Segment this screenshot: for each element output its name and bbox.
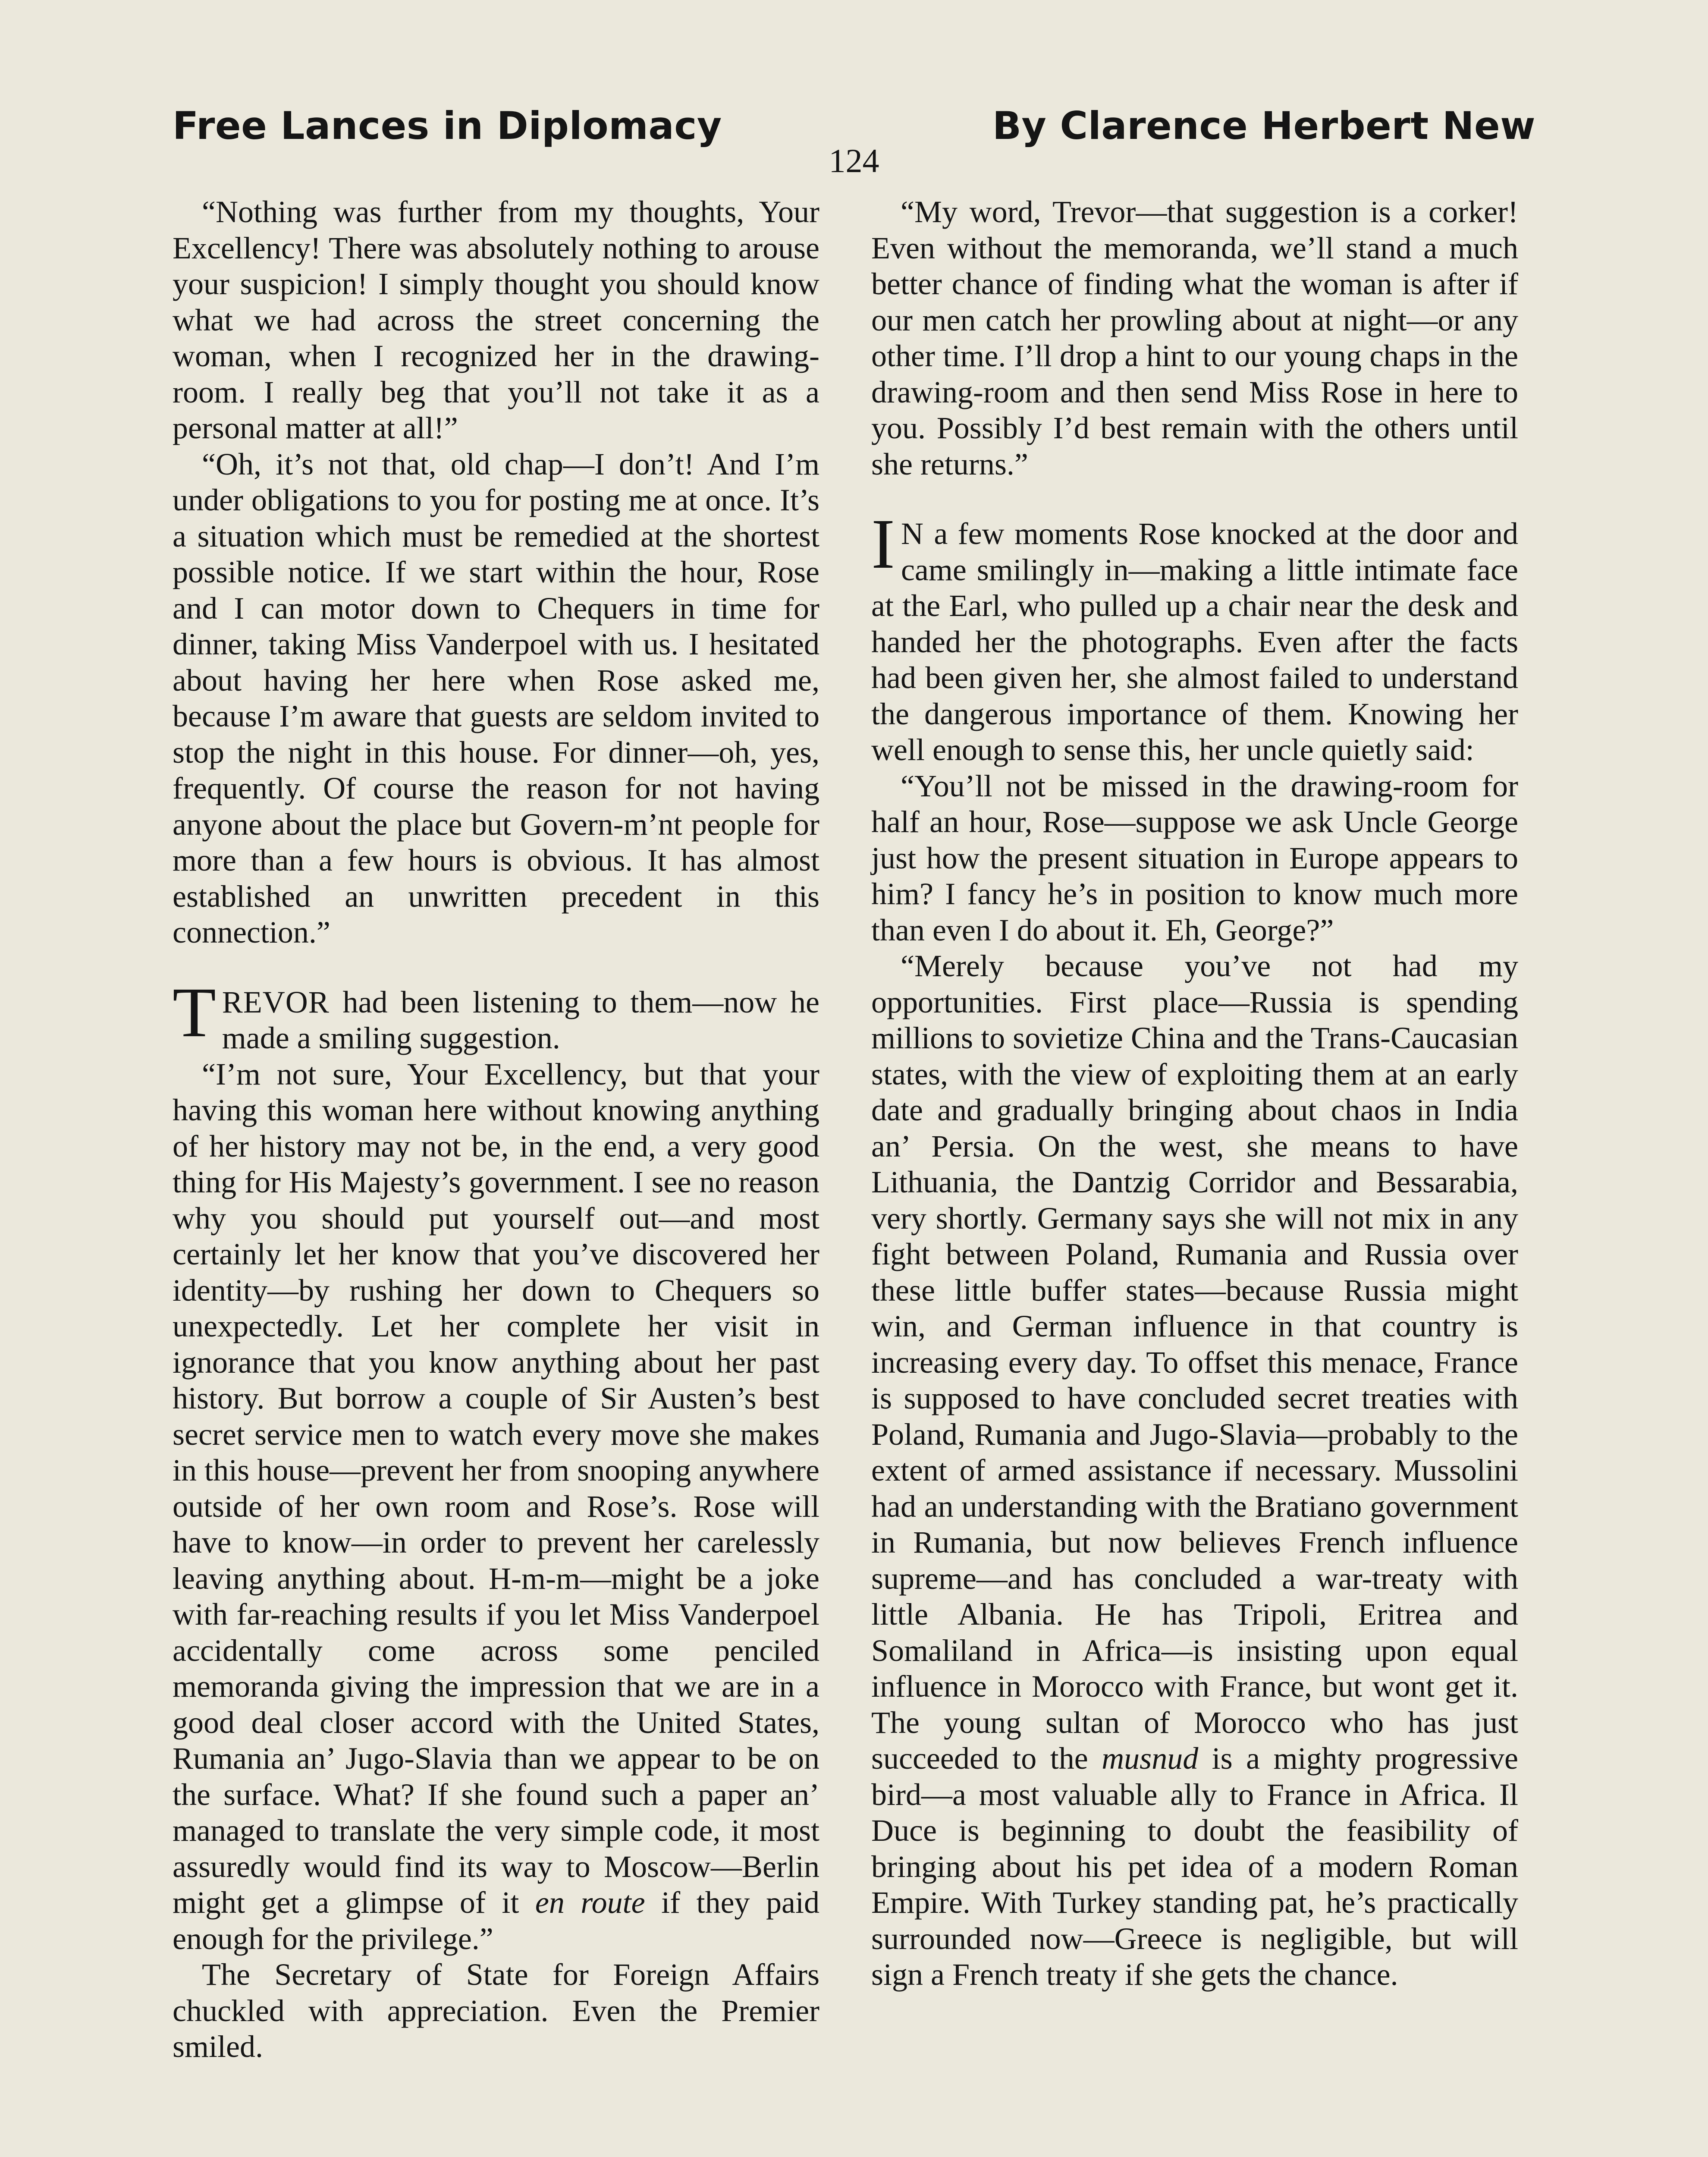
paragraph: The Secretary of State for Foreign Affairs chuckled with appreciation. Even the Premier smiled.	[173, 1957, 819, 2064]
story-title: Free Lances in Diplomacy	[173, 104, 722, 148]
right-column	[871, 194, 1518, 1993]
paragraph-text: had been listening to them—now he made a smiling suggestion.	[222, 984, 819, 1055]
paragraph: “You’ll not be missed in the drawing-room for half an hour, Rose—suppose we ask Uncle George just how the present situation in Europe appears to him? I fancy he’s in position to know much more than even I do about it. Eh, George?”	[871, 768, 1518, 947]
paragraph-text: if they paid enough for the privilege.”	[173, 1885, 820, 1956]
italic-phrase: en route	[535, 1885, 645, 1920]
paragraph-text: “Merely because you’ve not had my opportunities. First place—Russia is spending millions to sovietize China and the Trans-Caucasian states, with the view of exploiting them at an early date and gradually bringing about chaos in India an’ Persia. On the west, she means to have Lithuania, the Dantzig Corridor and Bessarabia, very shortly. Germany says she will not mix in any fight between Poland, Rumania and Russia over these little buffer states—because Russia might win, and German influence in that country is increasing every day. To offset this menace, France is supposed to have concluded secret treaties with Poland, Rumania and Jugo-Slavia—probably to the extent of armed assistance if necessary. Mussolini had an understanding with the Bratiano government in Rumania, but now believes French influence supreme—and has concluded a war-treaty with little Albania. He has Tripoli, Eritrea and Somaliland in Africa—is insisting upon equal influence in Morocco with France, but wont get it. The young sultan of Morocco who has just succeeded to the	[871, 949, 1518, 1776]
paragraph: “My word, Trevor—that suggestion is a corker! Even without the memoranda, we’ll stand a much better chance of finding what the woman is after if our men catch her prowling about at night—or any other time. I’ll drop a hint to our young chaps in the drawing-room and then send Miss Rose in here to you. Possibly I’d best remain with the others until she returns.”	[871, 195, 1518, 481]
left-column	[173, 194, 819, 2065]
story-byline: By Clarence Herbert New	[992, 104, 1535, 148]
drop-cap: I	[871, 504, 895, 583]
small-caps-lead: REVOR	[222, 984, 330, 1019]
paragraph	[173, 1056, 819, 1957]
paragraph-text: a few moments Rose knocked at the door and came smilingly in—making a little intimate face at the Earl, who pulled up a chair near the desk and handed her the photographs. Even after the facts had been given her, she almost failed to understand the dangerous importance of them. Knowing her well enough to sense this, her uncle quietly said:	[871, 516, 1518, 767]
drop-cap: T	[173, 972, 216, 1052]
paragraph: “Oh, it’s not that, old chap—I don’t! And I’m under obligations to you for posting me at once. It’s a situation which must be remedied at the shortest possible notice. If we start within the hour, Rose and I can motor down to Chequers in time for dinner, taking Miss Vanderpoel with us. I hesitated about having her here when Rose asked me, because I’m aware that guests are seldom invited to stop the night in this house. For dinner—oh, yes, frequently. Of course the reason for not having anyone about the place but Govern-m’nt people for more than a few hours is obvious. It has almost established an unwritten precedent in this connection.”	[173, 446, 819, 950]
section-opening-paragraph	[173, 972, 819, 1056]
italic-phrase: musnud	[1102, 1741, 1199, 1776]
paragraph	[871, 948, 1518, 1993]
paragraph-text: “I’m not sure, Your Excellency, but that your having this woman here without knowing anything of her history may not be, in the end, a very good thing for His Majesty’s government. I see no reason why you should put yourself out—and most certainly let her know that you’ve discovered her identity—by rushing her down to Chequers so unexpectedly. Let her complete her visit in ignorance that you know anything about her past history. But borrow a couple of Sir Austen’s best secret service men to watch every move she makes in this house—prevent her from snooping anywhere outside of her own room and Rose’s. Rose will have to know—in order to prevent her carelessly leaving anything about. H-m-m—might be a joke with far-reaching results if you let Miss Vanderpoel accidentally come across some penciled memoranda giving the impression that we are in a good deal closer accord with the United States, Rumania an’ Jugo-Slavia than we appear to be on the surface. What? If she found such a paper an’ managed to translate the very simple code, it most assuredly would find its way to Moscow—Berlin might get a glimpse of it	[173, 1056, 819, 1920]
paragraph: “Nothing was further from my thoughts, Your Excellency! There was absolutely nothing to arouse your suspicion! I simply thought you should know what we had across the street concerning the woman, when I recognized her in the drawing-room. I really beg that you’ll not take it as a personal matter at all!”	[173, 195, 819, 445]
small-caps-lead: N	[901, 516, 924, 551]
paragraph-text: is a mighty progressive bird—a most valuable ally to France in Africa. Il Duce is beginning to doubt the feasibility of bringing about his pet idea of a modern Roman Empire. With Turkey standing pat, he’s practically surrounded now—Greece is negligible, but will sign a French treaty if she gets the chance.	[871, 1741, 1518, 1992]
section-opening-paragraph	[871, 504, 1518, 768]
page-number: 124	[829, 142, 879, 179]
